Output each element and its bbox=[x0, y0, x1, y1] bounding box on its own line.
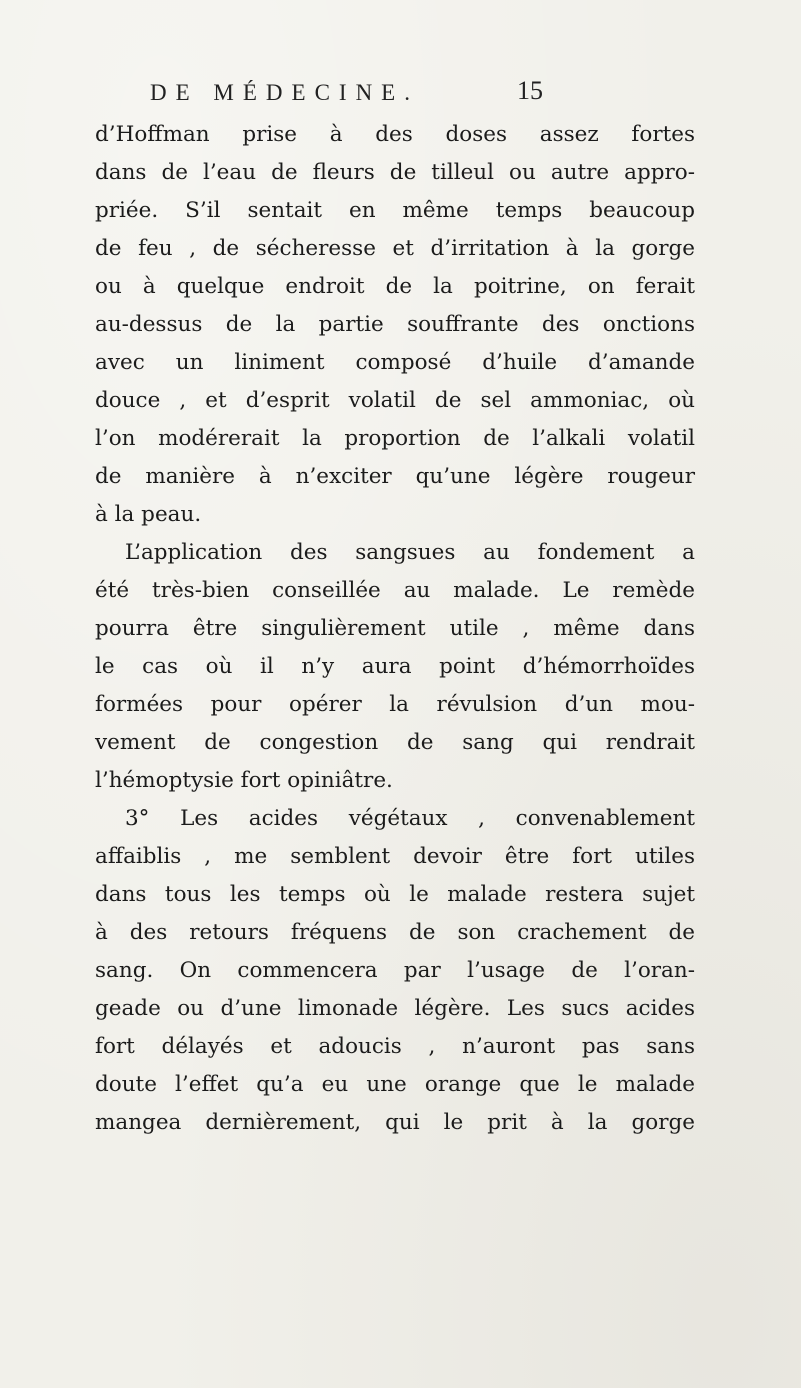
text-line: l’hémoptysie fort opiniâtre. bbox=[95, 768, 393, 793]
text-line: sang. On commencera par l’usage de l’oran- bbox=[95, 958, 695, 983]
text-line: geade ou d’une limonade légère. Les sucs acides bbox=[95, 996, 695, 1021]
paragraph-start-line: L’application des sangsues au fondement a bbox=[125, 540, 695, 565]
text-line: fort délayés et adoucis , n’auront pas sans bbox=[95, 1034, 695, 1059]
text-line: mangea dernièrement, qui le prit à la gorge bbox=[95, 1110, 695, 1135]
text-line: doute l’effet qu’a eu une orange que le malade bbox=[95, 1072, 695, 1097]
text-line: ou à quelque endroit de la poitrine, on ferait bbox=[95, 274, 695, 299]
text-line: formées pour opérer la révulsion d’un mou- bbox=[95, 692, 695, 717]
text-line: dans de l’eau de fleurs de tilleul ou autre appro- bbox=[95, 160, 695, 185]
text-line: dans tous les temps où le malade restera sujet bbox=[95, 882, 695, 907]
text-line: le cas où il n’y aura point d’hémorrhoïdes bbox=[95, 654, 695, 679]
text-line: pourra être singulièrement utile , même dans bbox=[95, 616, 695, 641]
text-line: douce , et d’esprit volatil de sel ammoniac, où bbox=[95, 388, 695, 413]
page-header bbox=[0, 74, 801, 114]
text-line: d’Hoffman prise à des doses assez fortes bbox=[95, 122, 695, 147]
page-number: 15 bbox=[517, 76, 543, 105]
text-line: priée. S’il sentait en même temps beaucoup bbox=[95, 198, 695, 223]
paragraph-start-line: 3° Les acides végétaux , convenablement bbox=[125, 806, 695, 831]
running-head: DE MÉDECINE. bbox=[150, 80, 419, 105]
text-line: affaiblis , me semblent devoir être fort utiles bbox=[95, 844, 695, 869]
text-line: été très-bien conseillée au malade. Le remède bbox=[95, 578, 695, 603]
text-line: de manière à n’exciter qu’une légère rougeur bbox=[95, 464, 695, 489]
body-text bbox=[95, 116, 695, 1142]
text-line: l’on modérerait la proportion de l’alkali volatil bbox=[95, 426, 695, 451]
text-line: à des retours fréquens de son crachement de bbox=[95, 920, 695, 945]
text-line: de feu , de sécheresse et d’irritation à la gorge bbox=[95, 236, 695, 261]
text-line: vement de congestion de sang qui rendrait bbox=[95, 730, 695, 755]
text-line: au-dessus de la partie souffrante des onctions bbox=[95, 312, 695, 337]
text-line: à la peau. bbox=[95, 502, 202, 527]
text-line: avec un liniment composé d’huile d’amande bbox=[95, 350, 695, 375]
